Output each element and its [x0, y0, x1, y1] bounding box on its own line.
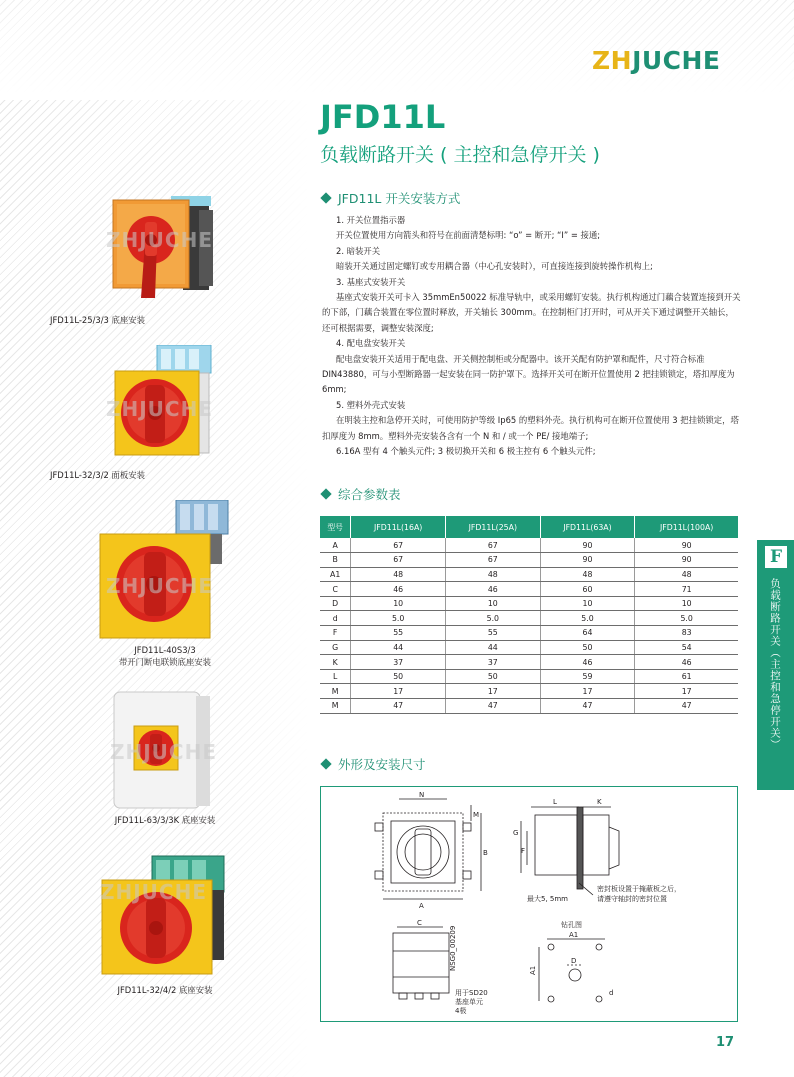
dim-label-f: F: [521, 847, 526, 855]
table-cell: 67: [445, 538, 540, 553]
product-item: [50, 500, 280, 668]
table-row: [320, 669, 738, 684]
params-heading-text: 综合参数表: [338, 487, 401, 502]
product-watermark: ZHJUCHE: [106, 574, 213, 598]
table-cell: 48: [635, 567, 738, 582]
dim-label-g: G: [513, 829, 519, 837]
table-cell: B: [320, 553, 351, 568]
table-row: [320, 582, 738, 597]
table-cell: A1: [320, 567, 351, 582]
table-cell: 50: [445, 669, 540, 684]
table-cell: G: [320, 640, 351, 655]
table-cell: D: [320, 596, 351, 611]
table-header-cell: 型号: [320, 516, 351, 538]
table-cell: 67: [351, 553, 446, 568]
install-line: 暗装开关通过固定螺钉或专用耦合器（中心孔安装时），可直接连接到旋转操作机构上;: [336, 261, 653, 272]
brand-logo: [592, 46, 721, 75]
table-cell: 10: [351, 596, 446, 611]
dimension-drawing-svg: [321, 787, 737, 1021]
table-cell: 5.0: [445, 611, 540, 626]
table-cell: 10: [635, 596, 738, 611]
table-cell: 17: [635, 684, 738, 699]
table-cell: C: [320, 582, 351, 597]
table-cell: 37: [351, 655, 446, 670]
table-cell: L: [320, 669, 351, 684]
table-cell: 46: [445, 582, 540, 597]
table-row: [320, 538, 738, 553]
table-cell: K: [320, 655, 351, 670]
table-cell: 17: [540, 684, 635, 699]
product-item: [50, 850, 280, 996]
table-cell: 44: [445, 640, 540, 655]
table-cell: 59: [540, 669, 635, 684]
table-cell: 17: [445, 684, 540, 699]
dim-label-d-small: d: [609, 989, 614, 997]
dim-label-c: C: [417, 919, 422, 927]
table-row: [320, 553, 738, 568]
table-cell: 67: [445, 553, 540, 568]
table-cell: 83: [635, 626, 738, 641]
dims-heading-text: 外形及安装尺寸: [338, 757, 426, 772]
dim-seal-note-2: 请遵守轴封的密封位置: [597, 895, 667, 903]
dim-label-l: L: [553, 798, 557, 806]
table-cell: 10: [445, 596, 540, 611]
diamond-bullet-icon: [320, 488, 331, 499]
table-row: [320, 655, 738, 670]
dim-label-d-big: D: [571, 957, 577, 965]
product-caption: JFD11L-63/3/3K 底座安装: [114, 815, 216, 825]
table-cell: 46: [635, 655, 738, 670]
table-cell: 90: [635, 553, 738, 568]
table-cell: 50: [351, 669, 446, 684]
table-cell: 71: [635, 582, 738, 597]
product-watermark: ZHJUCHE: [106, 397, 213, 421]
table-header-cell: JFD11L(16A): [351, 516, 446, 538]
table-row: [320, 640, 738, 655]
page-subtitle: 负载断路开关 ( 主控和急停开关 ): [320, 144, 600, 166]
table-cell: 60: [540, 582, 635, 597]
dim-label-max: 最大5, 5mm: [527, 895, 568, 903]
product-caption-line2: 带开门断电联锁底座安装: [118, 657, 212, 667]
params-table: [320, 516, 738, 714]
table-cell: M: [320, 699, 351, 714]
install-description: [322, 213, 742, 460]
product-image-32-4: [90, 850, 240, 980]
dim-label-a1: A1: [569, 931, 579, 939]
table-cell: 47: [351, 699, 446, 714]
dim-label-n: N: [419, 791, 425, 799]
product-caption: JFD11L-32/3/2 面板安装: [50, 470, 146, 480]
table-row: [320, 596, 738, 611]
install-line: 3. 基座式安装开关: [336, 276, 406, 287]
table-cell: 37: [445, 655, 540, 670]
table-cell: A: [320, 538, 351, 553]
diamond-bullet-icon: [320, 758, 331, 769]
table-cell: 55: [351, 626, 446, 641]
table-cell: 5.0: [635, 611, 738, 626]
install-line: 1. 开关位置指示器: [336, 215, 406, 225]
install-line: 6.16A 型有 4 个触头元件; 3 极切换开关和 6 极主控有 6 个触头元件;: [336, 446, 596, 457]
table-cell: 55: [445, 626, 540, 641]
dim-rail-note-1: 用于SD20: [455, 989, 488, 997]
table-cell: 10: [540, 596, 635, 611]
table-header-cell: JFD11L(63A): [540, 516, 635, 538]
table-header-row: [320, 516, 738, 538]
dim-drawing-code: NSG0_00209: [449, 925, 457, 971]
table-cell: 50: [540, 640, 635, 655]
dim-label-k: K: [597, 798, 602, 806]
table-row: [320, 567, 738, 582]
product-watermark: ZHJUCHE: [106, 228, 213, 252]
install-line: 基座式安装开关可卡入 35mmEn50022 标准导轨中，或采用螺钉安装。执行机构通过门藕合装置连接到开关的下部，门藕合装置在零位置时释放，开关轴长 300mm。在控制柜门打开时，可从开关下通过调整开关轴长，还可根据需要，调整安装深度;: [322, 292, 741, 333]
table-cell: 90: [540, 538, 635, 553]
table-cell: 48: [540, 567, 635, 582]
table-row: [320, 699, 738, 714]
product-watermark: ZHJUCHE: [110, 740, 217, 764]
dim-label-a1-vertical: A1: [529, 965, 537, 975]
table-cell: 47: [445, 699, 540, 714]
table-cell: 46: [540, 655, 635, 670]
table-row: [320, 611, 738, 626]
product-item: [50, 190, 280, 326]
install-line: 5. 塑料外壳式安装: [336, 399, 406, 410]
dimension-drawing: [320, 786, 738, 1022]
table-cell: 67: [351, 538, 446, 553]
params-section-heading: [322, 485, 401, 503]
table-cell: 48: [445, 567, 540, 582]
table-cell: 64: [540, 626, 635, 641]
side-tab-text: 负载断路开关（主控和急停开关）: [769, 578, 781, 751]
install-line: 开关位置使用方向箭头和符号在前面清楚标明: “o” = 断开; “I” = 接通;: [336, 230, 601, 241]
install-section-heading: [322, 189, 460, 207]
section-side-tab: [757, 540, 794, 790]
table-header-cell: JFD11L(25A): [445, 516, 540, 538]
params-table-body: [320, 538, 738, 713]
table-cell: 90: [635, 538, 738, 553]
brand-logo-part2: JUCHE: [632, 46, 721, 75]
table-cell: 61: [635, 669, 738, 684]
product-caption-line1: JFD11L-40S3/3: [134, 645, 196, 655]
table-cell: d: [320, 611, 351, 626]
install-heading-text: JFD11L 开关安装方式: [338, 191, 461, 206]
product-image-40s: [90, 500, 240, 640]
table-cell: M: [320, 684, 351, 699]
install-line: 配电盘安装开关适用于配电盘、开关侧控制柜或分配器中。该开关配有防护罩和配件，尺寸符合标准 DIN43880，可与小型断路器一起安装在同一防护罩下。选择开关可在断开位置使用 2 把挂锁锁定，塔扣厚度为 6mm;: [322, 353, 735, 395]
table-cell: 17: [351, 684, 446, 699]
install-line: 4. 配电盘安装开关: [336, 338, 406, 349]
side-tab-letter: F: [765, 546, 787, 568]
table-cell: 48: [351, 567, 446, 582]
dims-section-heading: [322, 755, 426, 773]
table-cell: 47: [635, 699, 738, 714]
page-number: 17: [716, 1035, 735, 1050]
table-header-cell: JFD11L(100A): [635, 516, 738, 538]
dim-label-m: M: [473, 811, 480, 819]
dim-label-b: B: [483, 849, 488, 857]
table-cell: 90: [540, 553, 635, 568]
table-cell: 47: [540, 699, 635, 714]
product-watermark: ZHJUCHE: [100, 880, 207, 904]
product-item: [50, 345, 280, 481]
dim-label-a: A: [419, 902, 424, 910]
install-line: 2. 暗装开关: [336, 245, 381, 256]
table-cell: F: [320, 626, 351, 641]
install-line: 在明装主控和急停开关时，可使用防护等级 Ip65 的塑料外壳。执行机构可在断开位置使用 3 把挂锁锁定，塔扣厚度为 8mm。塑料外壳安装各含有一个 N 和 / 或一个 PE/ 接地端子;: [322, 415, 739, 441]
dim-rail-note-3: 4极: [455, 1007, 467, 1015]
dim-seal-note-1: 密封板设置于掩蔽板之后，: [597, 885, 681, 893]
product-item: [50, 686, 280, 826]
product-caption: JFD11L-32/4/2 底座安装: [117, 985, 213, 995]
product-caption: JFD11L-25/3/3 底座安装: [50, 315, 146, 325]
table-row: [320, 626, 738, 641]
table-cell: 44: [351, 640, 446, 655]
product-caption: [50, 644, 280, 668]
diamond-bullet-icon: [320, 192, 331, 203]
table-cell: 5.0: [351, 611, 446, 626]
table-row: [320, 684, 738, 699]
table-cell: 5.0: [540, 611, 635, 626]
brand-logo-part1: ZH: [592, 46, 633, 75]
dim-rail-note-2: 基座单元: [455, 998, 483, 1006]
dim-drill-title: 钻孔图: [561, 921, 582, 929]
page-title: JFD11L: [320, 98, 446, 136]
table-cell: 54: [635, 640, 738, 655]
table-cell: 46: [351, 582, 446, 597]
